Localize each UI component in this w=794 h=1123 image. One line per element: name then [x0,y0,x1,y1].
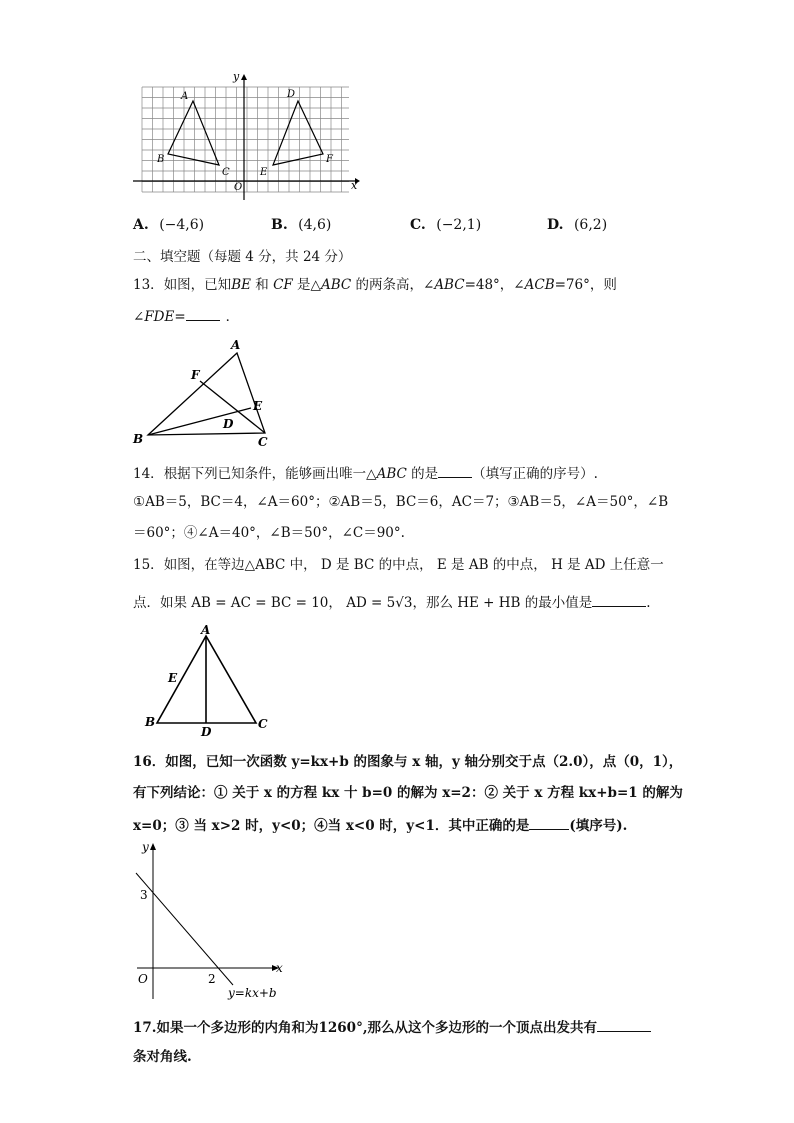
q16-label-o: O [138,972,148,986]
option-b-letter: B. [271,217,288,233]
q13-text-b: 是△ [292,277,321,293]
q13-label-d: D [223,417,234,431]
label-e: E [260,167,268,178]
label-b: B [157,154,165,165]
q17-answer-blank[interactable] [597,1017,651,1032]
q16-label-x: x [276,961,283,975]
label-o: O [234,182,243,193]
q17-line1 [133,1017,651,1037]
q13-acb: ACB [524,277,555,293]
option-c-value: (−2,1) [436,217,482,233]
q14-text-c: （填写正确的序号）. [472,466,598,482]
q16-number: 16． [133,754,166,770]
q16-function-label: y=kx+b [228,986,277,1000]
q13-label-b: B [133,432,144,446]
q16-end: (填序号). [569,818,628,834]
label-c: C [222,167,230,178]
q15-text1: 如图，在等边△ABC 中， D 是 BC 的中点， E 是 AB 的中点， H 是 AD 上任意一 [163,557,664,573]
q17-number: 17. [133,1020,157,1036]
q13-eq: = [174,309,186,325]
label-f: F [326,154,333,165]
q13-abc2: ABC [434,277,465,293]
q13-text: 如图，已知 [163,277,232,293]
option-d-letter: D. [547,217,564,233]
q13-label-c: C [258,435,268,449]
q16-text3: x=0；③ 当 x>2 时，y<0；④当 x<0 时，y<1．其中正确的是 [133,818,530,834]
q15-label-b: B [145,715,156,729]
q13-abc: ABC [320,277,352,293]
q14-text: 根据下列已知条件，能够画出唯一△ [163,466,377,482]
q15-label-a: A [201,623,211,637]
q13-deg1: =48°，∠ [464,277,525,293]
option-c-letter: C. [410,217,426,233]
q15-label-e: E [168,671,178,685]
q13-end: ． [225,309,240,325]
q14-line3: ＝60°；④∠A＝40°，∠B＝50°，∠C＝90°. [133,525,405,541]
q13-be: BE [231,277,251,293]
q13-angle: ∠ [133,309,145,325]
label-d: D [287,89,296,100]
q13-cf: CF [273,277,293,293]
q15-text2: 点．如果 AB = AC = BC = 10， AD = 5√3，那么 HE + HB 的最小值是 [133,595,593,611]
q14-text-b: 的是 [406,466,439,482]
q16-label-3: 3 [140,888,148,902]
option-b-value: (4,6) [298,217,332,233]
label-a: A [181,91,189,102]
q14-line2: ①AB＝5，BC＝4，∠A＝60°；②AB＝5，BC＝6，AC＝7；③AB＝5，∠A＝50°，∠B [133,494,669,510]
q13-deg2: =76°，则 [554,277,617,293]
q13-fde: FDE [144,309,175,325]
q15-label-d: D [201,725,212,739]
q13-and: 和 [250,277,274,293]
q14-abc: ABC [376,466,407,482]
q15-end: . [646,595,651,611]
q14-number: 14． [133,466,164,482]
q13-text-c: 的两条高，∠ [351,277,435,293]
q13-label-a: A [231,338,241,352]
q17-line2: 条对角线. [133,1049,192,1065]
q15-label-c: C [258,717,268,731]
q16-line2: 有下列结论：① 关于 x 的方程 kx 十 b=0 的解为 x=2：② 关于 x 方程 kx+b=1 的解为 [133,785,683,801]
option-d-value: (6,2) [573,217,608,233]
option-a-value: (−4,6) [159,217,205,233]
section-title: 二、填空题（每题 4 分，共 24 分） [133,249,352,265]
q13-label-e: E [253,399,263,413]
q16-text1: 如图，已知一次函数 y=kx+b 的图象与 x 轴，y 轴分别交于点（2.0），点（0，1）， [165,754,683,770]
label-y: y [233,70,240,83]
q15-number: 15． [133,557,164,573]
q13-label-f: F [191,368,200,382]
q13-number: 13． [133,277,164,293]
q16-label-y: y [142,840,149,854]
label-x: x [351,179,358,192]
q16-label-2: 2 [208,972,216,986]
option-a-letter: A. [133,217,149,233]
q17-text1: 如果一个多边形的内角和为1260°,那么从这个多边形的一个顶点出发共有 [156,1020,598,1036]
